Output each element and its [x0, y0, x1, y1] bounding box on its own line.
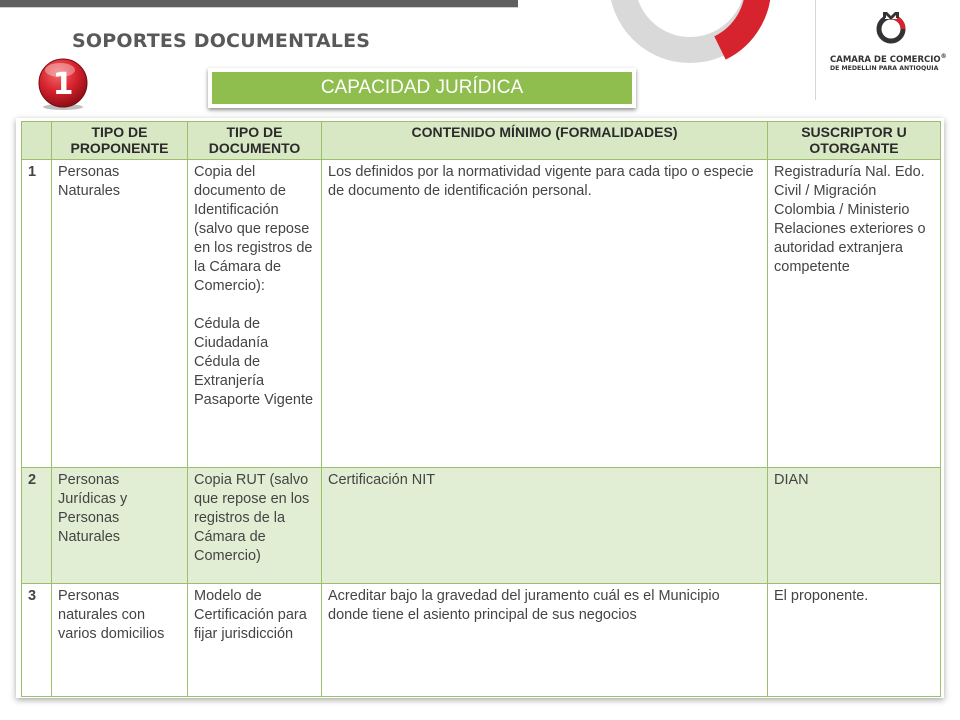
cell-suscriptor: Registraduría Nal. Edo. Civil / Migración Colombia / Ministerio Relaciones exteriores o autoridad extranjera competente — [768, 160, 941, 468]
cell-contenido: Acreditar bajo la gravedad del juramento cuál es el Municipio donde tiene el asiento principal de sus negocios — [322, 584, 768, 697]
row-number: 1 — [22, 160, 52, 468]
requirements-table-frame — [16, 118, 944, 698]
header-contenido: CONTENIDO MÍNIMO (FORMALIDADES) — [322, 122, 768, 160]
logo-line2: DE MEDELLIN PARA ANTIOQUIA — [830, 65, 939, 72]
step-badge — [36, 57, 90, 111]
top-rule — [0, 7, 518, 8]
page-title: SOPORTES DOCUMENTALES — [72, 30, 371, 52]
step-number: 1 — [52, 67, 74, 102]
header-documento: TIPO DE DOCUMENTO — [188, 122, 322, 160]
header-separator — [815, 0, 816, 100]
cell-suscriptor: El proponente. — [768, 584, 941, 697]
cell-documento: Copia del documento de Identificación (salvo que repose en los registros de la Cámara de Comercio): Cédula de Ciudadanía Cédula de Extranjería Pasaporte Vigente — [188, 160, 322, 468]
row-number: 2 — [22, 468, 52, 584]
row-number: 3 — [22, 584, 52, 697]
section-banner — [208, 68, 636, 108]
header-proponente: TIPO DE PROPONENTE — [52, 122, 188, 160]
cell-documento: Copia RUT (salvo que repose en los registros de la Cámara de Comercio) — [188, 468, 322, 584]
table-row — [22, 468, 941, 584]
chamber-logo — [826, 10, 956, 70]
header-suscriptor: SUSCRIPTOR U OTORGANTE — [768, 122, 941, 160]
section-title: CAPACIDAD JURÍDICA — [212, 72, 632, 104]
table-header-row — [22, 122, 941, 160]
arc-decoration — [600, 0, 800, 110]
cell-suscriptor: DIAN — [768, 468, 941, 584]
table-row — [22, 160, 941, 468]
cell-documento: Modelo de Certificación para fijar jurisdicción — [188, 584, 322, 697]
cell-contenido: Certificación NIT — [322, 468, 768, 584]
cell-proponente: Personas naturales con varios domicilios — [52, 584, 188, 697]
cell-proponente: Personas Naturales — [52, 160, 188, 468]
requirements-table — [21, 121, 941, 697]
chamber-logo-icon — [874, 10, 908, 44]
cell-contenido: Los definidos por la normatividad vigente para cada tipo o especie de documento de identificación personal. — [322, 160, 768, 468]
top-bar — [0, 0, 518, 7]
cell-proponente: Personas Jurídicas y Personas Naturales — [52, 468, 188, 584]
table-row — [22, 584, 941, 697]
logo-line1: CAMARA DE COMERCIO® — [830, 53, 947, 65]
header-num — [22, 122, 52, 160]
